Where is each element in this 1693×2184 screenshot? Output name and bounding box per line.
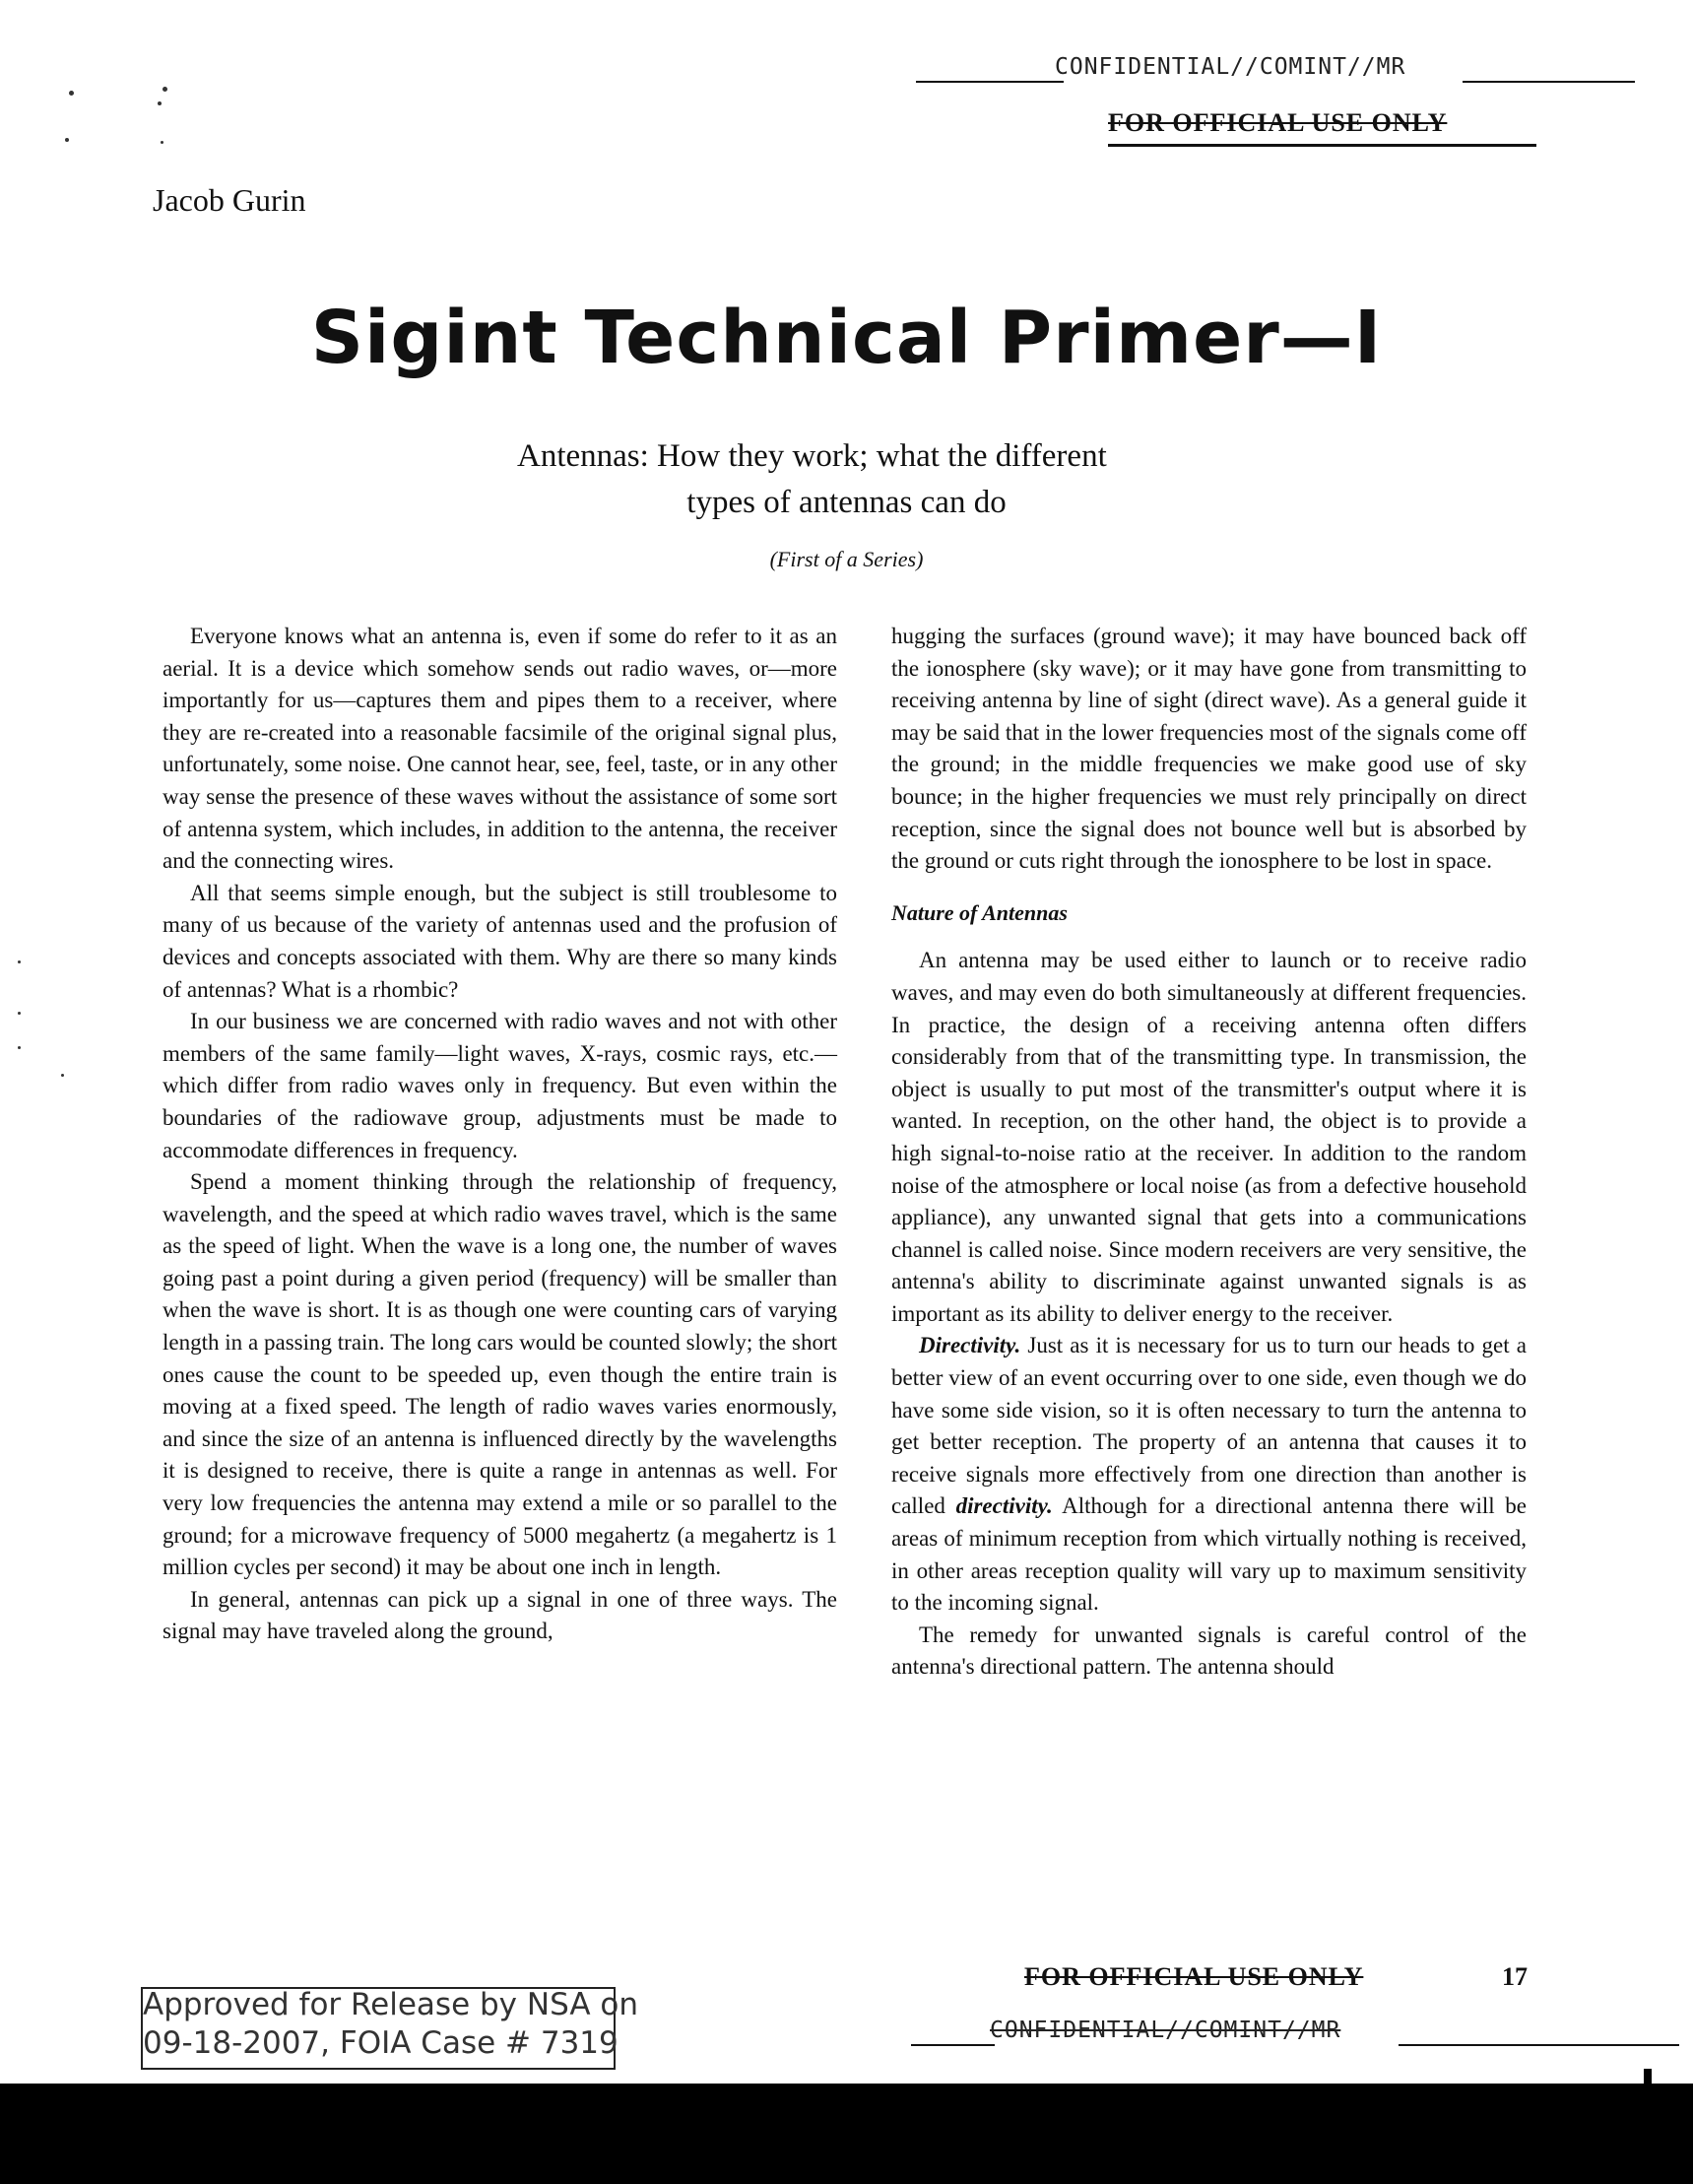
defined-term: directivity. bbox=[955, 1493, 1053, 1519]
bottom-classification-rule-right bbox=[1399, 2044, 1679, 2046]
top-classification-rule-right bbox=[1463, 81, 1635, 83]
section-heading: Nature of Antennas bbox=[891, 899, 1068, 925]
article-title: Sigint Technical Primer—I bbox=[310, 296, 1383, 380]
top-handling-underline bbox=[1108, 144, 1536, 147]
scan-speck bbox=[18, 960, 21, 963]
body-paragraph: In our business we are concerned with radio waves and not with other members of the same family—light waves, X-rays, cosmic rays, etc.—which differ from radio waves only in frequency. But even within the boundaries of the radiowave group, adjustments must be made to accommodate differences in frequency. bbox=[163, 1009, 837, 1162]
body-paragraph: Everyone knows what an antenna is, even if some do refer to it as an aerial. It is a device which somehow sends out radio waves, or—more importantly for us—captures them and pipes them to a receiver, where they are re-created into a reasonable facsimile of the original signal plus, unfortunately, some noise. One cannot hear, see, feel, taste, or in any other way sense the presence of these waves without the assistance of some sort of antenna system, which includes, in addition to the antenna, the receiver and the connecting wires. bbox=[163, 624, 837, 874]
scan-speck bbox=[163, 87, 167, 92]
scan-speck bbox=[18, 1046, 21, 1049]
body-paragraph-directivity bbox=[891, 1330, 1527, 1619]
body-column-right bbox=[891, 621, 1527, 1684]
body-paragraph: Spend a moment thinking through the relationship of frequency, wavelength, and the speed at which radio waves travel, which is the same as the speed of light. When the wave is a long one, the number of waves going past a point during a given period (frequency) will be smaller than when the wave is short. It is as though one were counting cars of varying length in a passing train. The long cars would be counted slowly; the short ones cause the count to be speeded up, even though the entire train is moving at a fixed speed. The length of radio waves varies enormously, and since the size of an antenna is influenced directly by the wavelengths it is designed to receive, there is quite a range in antennas as well. For very low frequencies the antenna may extend a mile or so parallel to the ground; for a microwave frequency of 5000 megahertz (a megahertz is 1 million cycles per second) it may be about one inch in length. bbox=[163, 1169, 837, 1580]
bottom-handling-marking: FOR OFFICIAL USE ONLY bbox=[1024, 1962, 1364, 1991]
article-subtitle-line-2: types of antennas can do bbox=[686, 485, 1007, 520]
scan-black-band bbox=[0, 2084, 1693, 2184]
author-name: Jacob Gurin bbox=[153, 182, 306, 218]
body-paragraph: The remedy for unwanted signals is careful control of the antenna's directional pattern. The antenna should bbox=[891, 1621, 1527, 1680]
article-subtitle-line-1: Antennas: How they work; what the different bbox=[517, 438, 1107, 474]
scan-speck bbox=[69, 91, 74, 96]
bottom-classification-marking: CONFIDENTIAL//COMINT//MR bbox=[990, 2018, 1341, 2043]
scan-speck bbox=[161, 141, 163, 144]
release-stamp-line-1: Approved for Release by NSA on bbox=[143, 1987, 638, 2022]
top-handling-marking: FOR OFFICIAL USE ONLY bbox=[1108, 108, 1448, 137]
run-in-heading: Directivity. bbox=[919, 1333, 1021, 1358]
body-paragraph: In general, antennas can pick up a signal in one of three ways. The signal may have traveled along the ground, bbox=[163, 1586, 837, 1644]
body-paragraph: All that seems simple enough, but the subject is still troublesome to many of us because of the variety of antennas used and the profusion of devices and concepts associated with them. Why are there so many kinds of antennas? What is a rhombic? bbox=[163, 880, 837, 1002]
scan-band-notch bbox=[1644, 2069, 1652, 2088]
paragraph-text: Although for a directional antenna there will be areas of minimum reception from which virtually nothing is received, in other areas reception quality will vary up to maximum sensitivity to the incoming signal. bbox=[891, 1493, 1528, 1616]
body-column-left bbox=[163, 621, 837, 1648]
page-number: 17 bbox=[1502, 1962, 1528, 1991]
scan-speck bbox=[61, 1074, 64, 1077]
series-note: (First of a Series) bbox=[769, 547, 924, 571]
bottom-classification-rule-left bbox=[911, 2044, 995, 2046]
paragraph-text: Just as it is necessary for us to turn our heads to get a better view of an event occurring over to one side, even though we do have some side vision, so it is often necessary to turn the antenna to get better reception. The property of an antenna that causes it to receive signals more effectively from one direction than another is called bbox=[891, 1333, 1527, 1519]
body-paragraph: An antenna may be used either to launch or to receive radio waves, and may even do both simultaneously at different frequencies. In practice, the design of a receiving antenna often differs considerably from that of the transmitting type. In transmission, the object is usually to put most of the transmitter's output where it is wanted. In reception, on the other hand, the object is to provide a high signal-to-noise ratio at the receiver. In addition to the random noise of the atmosphere or local noise (as from a defective household appliance), any unwanted signal that gets into a communications channel is called noise. Since modern receivers are very sensitive, the antenna's ability to discriminate against unwanted signals is as important as its ability to deliver energy to the receiver. bbox=[891, 948, 1527, 1326]
scan-speck bbox=[65, 138, 69, 142]
release-stamp-line-2: 09-18-2007, FOIA Case # 7319 bbox=[143, 2025, 619, 2061]
body-paragraph: hugging the surfaces (ground wave); it may have bounced back off the ionosphere (sky wave); or it may have gone from transmitting to receiving antenna by line of sight (direct wave). As a general guide it may be said that in the lower frequencies most of the signals come off the ground; in the middle frequencies we make good use of sky bounce; in the higher frequencies we must rely principally on direct reception, since the signal does not bounce well but is absorbed by the ground or cuts right through the ionosphere to be lost in space. bbox=[891, 624, 1527, 874]
scan-speck bbox=[18, 1012, 21, 1015]
scan-speck bbox=[158, 101, 162, 105]
top-classification-marking: CONFIDENTIAL//COMINT//MR bbox=[1055, 54, 1406, 80]
top-classification-rule-left bbox=[916, 81, 1064, 83]
